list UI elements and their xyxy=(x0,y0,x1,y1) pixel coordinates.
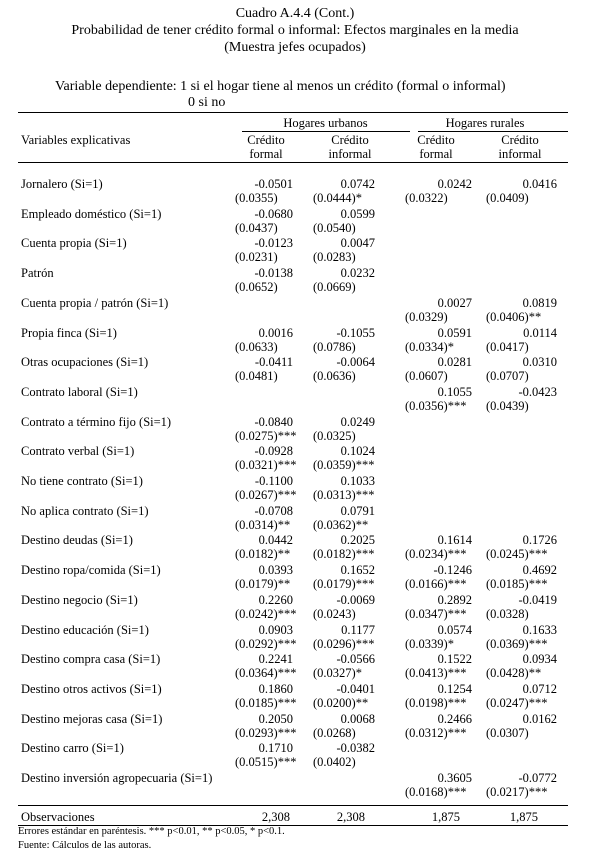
std-error-cell: (0.0437) xyxy=(235,221,278,235)
std-error-cell: (0.0409) xyxy=(486,191,529,205)
std-error-cell: (0.0231) xyxy=(235,250,278,264)
coefficient-cell: 0.0591 xyxy=(437,326,472,340)
coefficient-cell: 0.0934 xyxy=(522,652,557,666)
variable-label: Destino negocio (Si=1) xyxy=(21,593,138,607)
coefficient-cell: 0.1033 xyxy=(340,474,375,488)
std-error-cell: (0.0362)** xyxy=(313,518,369,532)
std-error-cell: (0.0217)*** xyxy=(486,785,548,799)
coefficient-cell: 0.0791 xyxy=(340,504,375,518)
urban-group-rule xyxy=(242,131,410,132)
coefficient-cell: -0.0566 xyxy=(336,652,375,666)
coefficient-cell: 0.1726 xyxy=(522,533,557,547)
observations-value: 2,308 xyxy=(261,810,290,824)
std-error-cell: (0.0540) xyxy=(313,221,356,235)
coefficient-cell: -0.0123 xyxy=(254,236,293,250)
std-error-cell: (0.0312)*** xyxy=(405,726,467,740)
coefficient-cell: -0.0501 xyxy=(254,177,293,191)
std-error-cell: (0.0296)*** xyxy=(313,637,375,651)
variables-header: Variables explicativas xyxy=(21,133,131,147)
std-error-cell: (0.0182)*** xyxy=(313,547,375,561)
std-error-cell: (0.0359)*** xyxy=(313,458,375,472)
std-error-cell: (0.0428)** xyxy=(486,666,542,680)
rural-group-header: Hogares rurales xyxy=(445,116,525,130)
coefficient-cell: -0.0138 xyxy=(254,266,293,280)
coefficient-cell: -0.0069 xyxy=(336,593,375,607)
variable-label: Cuenta propia / patrón (Si=1) xyxy=(21,296,169,310)
variable-label: Destino compra casa (Si=1) xyxy=(21,652,161,666)
std-error-cell: (0.0633) xyxy=(235,340,278,354)
std-error-cell: (0.0417) xyxy=(486,340,529,354)
variable-label: Otras ocupaciones (Si=1) xyxy=(21,355,149,369)
std-error-cell: (0.0267)*** xyxy=(235,488,297,502)
urban-group-header: Hogares urbanos xyxy=(283,116,368,130)
variable-label: Destino inversión agropecuaria (Si=1) xyxy=(21,771,213,785)
std-error-cell: (0.0313)*** xyxy=(313,488,375,502)
coefficient-cell: 0.0442 xyxy=(258,533,293,547)
observations-rule xyxy=(18,805,568,806)
std-error-cell: (0.0339)* xyxy=(405,637,454,651)
std-error-cell: (0.0242)*** xyxy=(235,607,297,621)
coefficient-cell: 0.1860 xyxy=(258,682,293,696)
variable-label: No aplica contrato (Si=1) xyxy=(21,504,149,518)
std-error-cell: (0.0515)*** xyxy=(235,755,297,769)
coefficient-cell: -0.0772 xyxy=(518,771,557,785)
variable-label: Destino otros activos (Si=1) xyxy=(21,682,162,696)
coefficient-cell: 0.0242 xyxy=(437,177,472,191)
coefficient-cell: -0.0401 xyxy=(336,682,375,696)
column-header-line1: Crédito xyxy=(331,133,369,147)
std-error-cell: (0.0245)*** xyxy=(486,547,548,561)
table-notes: Errores estándar en paréntesis. *** p<0.01, ** p<0.05, * p<0.1. xyxy=(18,826,285,837)
variable-label: Destino mejoras casa (Si=1) xyxy=(21,712,163,726)
coefficient-cell: 0.0310 xyxy=(522,355,557,369)
table-source: Fuente: Cálculos de las autoras. xyxy=(18,840,152,851)
std-error-cell: (0.0307) xyxy=(486,726,529,740)
coefficient-cell: 0.0281 xyxy=(437,355,472,369)
variable-label: Destino deudas (Si=1) xyxy=(21,533,133,547)
std-error-cell: (0.0200)** xyxy=(313,696,369,710)
std-error-cell: (0.0347)*** xyxy=(405,607,467,621)
coefficient-cell: 0.0903 xyxy=(258,623,293,637)
coefficient-cell: -0.0928 xyxy=(254,444,293,458)
std-error-cell: (0.0283) xyxy=(313,250,356,264)
std-error-cell: (0.0669) xyxy=(313,280,356,294)
observations-label: Observaciones xyxy=(21,810,95,824)
dependent-variable-zero: 0 si no xyxy=(188,95,226,110)
std-error-cell: (0.0444)* xyxy=(313,191,362,205)
coefficient-cell: 0.0114 xyxy=(523,326,557,340)
std-error-cell: (0.0185)*** xyxy=(486,577,548,591)
coefficient-cell: 0.1254 xyxy=(437,682,472,696)
coefficient-cell: 0.0016 xyxy=(258,326,293,340)
std-error-cell: (0.0168)*** xyxy=(405,785,467,799)
variable-label: No tiene contrato (Si=1) xyxy=(21,474,143,488)
std-error-cell: (0.0356)*** xyxy=(405,399,467,413)
table-subtitle: Probabilidad de tener crédito formal o informal: Efectos marginales en la media xyxy=(71,23,519,38)
coefficient-cell: 0.0574 xyxy=(437,623,472,637)
coefficient-cell: -0.0382 xyxy=(336,741,375,755)
column-header-line1: Crédito xyxy=(417,133,455,147)
coefficient-cell: 0.0047 xyxy=(340,236,375,250)
coefficient-cell: 0.3605 xyxy=(437,771,472,785)
std-error-cell: (0.0636) xyxy=(313,369,356,383)
table-sample: (Muestra jefes ocupados) xyxy=(224,40,366,55)
std-error-cell: (0.0413)*** xyxy=(405,666,467,680)
variable-label: Contrato laboral (Si=1) xyxy=(21,385,138,399)
variable-label: Contrato a término fijo (Si=1) xyxy=(21,415,172,429)
variable-label: Propia finca (Si=1) xyxy=(21,326,117,340)
coefficient-cell: 0.1633 xyxy=(522,623,557,637)
coefficient-cell: 0.0742 xyxy=(340,177,375,191)
top-rule xyxy=(18,112,568,113)
variable-label: Destino ropa/comida (Si=1) xyxy=(21,563,161,577)
std-error-cell: (0.0327)* xyxy=(313,666,362,680)
std-error-cell: (0.0369)*** xyxy=(486,637,548,651)
variable-label: Jornalero (Si=1) xyxy=(21,177,103,191)
coefficient-cell: -0.0840 xyxy=(254,415,293,429)
std-error-cell: (0.0182)** xyxy=(235,547,291,561)
std-error-cell: (0.0334)* xyxy=(405,340,454,354)
coefficient-cell: 0.4692 xyxy=(522,563,557,577)
variable-label: Destino carro (Si=1) xyxy=(21,741,124,755)
coefficient-cell: 0.1177 xyxy=(341,623,375,637)
std-error-cell: (0.0364)*** xyxy=(235,666,297,680)
std-error-cell: (0.0293)*** xyxy=(235,726,297,740)
std-error-cell: (0.0247)*** xyxy=(486,696,548,710)
std-error-cell: (0.0166)*** xyxy=(405,577,467,591)
coefficient-cell: 0.0027 xyxy=(437,296,472,310)
std-error-cell: (0.0179)** xyxy=(235,577,291,591)
variable-label: Patrón xyxy=(21,266,54,280)
coefficient-cell: -0.0419 xyxy=(518,593,557,607)
observations-value: 2,308 xyxy=(336,810,365,824)
coefficient-cell: 0.2892 xyxy=(437,593,472,607)
std-error-cell: (0.0314)** xyxy=(235,518,291,532)
std-error-cell: (0.0321)*** xyxy=(235,458,297,472)
std-error-cell: (0.0439) xyxy=(486,399,529,413)
std-error-cell: (0.0234)*** xyxy=(405,547,467,561)
std-error-cell: (0.0406)** xyxy=(486,310,542,324)
std-error-cell: (0.0322) xyxy=(405,191,448,205)
coefficient-cell: -0.0708 xyxy=(254,504,293,518)
variable-label: Empleado doméstico (Si=1) xyxy=(21,207,162,221)
coefficient-cell: 0.0249 xyxy=(340,415,375,429)
coefficient-cell: 0.0232 xyxy=(340,266,375,280)
coefficient-cell: 0.1024 xyxy=(340,444,375,458)
column-header-line2: informal xyxy=(328,147,372,161)
coefficient-cell: 0.2050 xyxy=(258,712,293,726)
coefficient-cell: 0.2260 xyxy=(258,593,293,607)
coefficient-cell: -0.0423 xyxy=(518,385,557,399)
std-error-cell: (0.0185)*** xyxy=(235,696,297,710)
std-error-cell: (0.0275)*** xyxy=(235,429,297,443)
coefficient-cell: 0.1652 xyxy=(340,563,375,577)
coefficient-cell: 0.0712 xyxy=(522,682,557,696)
coefficient-cell: 0.0393 xyxy=(258,563,293,577)
std-error-cell: (0.0325) xyxy=(313,429,356,443)
coefficient-cell: -0.1055 xyxy=(336,326,375,340)
coefficient-cell: -0.0064 xyxy=(336,355,375,369)
std-error-cell: (0.0786) xyxy=(313,340,356,354)
column-header-line1: Crédito xyxy=(501,133,539,147)
coefficient-cell: 0.1710 xyxy=(258,741,293,755)
std-error-cell: (0.0243) xyxy=(313,607,356,621)
dependent-variable: Variable dependiente: 1 si el hogar tiene al menos un crédito (formal o informal) xyxy=(55,79,506,94)
std-error-cell: (0.0402) xyxy=(313,755,356,769)
std-error-cell: (0.0292)*** xyxy=(235,637,297,651)
coefficient-cell: 0.1614 xyxy=(437,533,472,547)
coefficient-cell: 0.0819 xyxy=(522,296,557,310)
std-error-cell: (0.0268) xyxy=(313,726,356,740)
coefficient-cell: 0.1522 xyxy=(437,652,472,666)
coefficient-cell: -0.1246 xyxy=(433,563,472,577)
coefficient-cell: 0.2466 xyxy=(437,712,472,726)
coefficient-cell: 0.2241 xyxy=(258,652,293,666)
std-error-cell: (0.0652) xyxy=(235,280,278,294)
column-header-line1: Crédito xyxy=(247,133,285,147)
std-error-cell: (0.0329) xyxy=(405,310,448,324)
variable-label: Destino educación (Si=1) xyxy=(21,623,149,637)
column-header-line2: formal xyxy=(249,147,283,161)
coefficient-cell: 0.0162 xyxy=(522,712,557,726)
coefficient-cell: -0.0680 xyxy=(254,207,293,221)
coefficient-cell: 0.1055 xyxy=(437,385,472,399)
std-error-cell: (0.0607) xyxy=(405,369,448,383)
std-error-cell: (0.0355) xyxy=(235,191,278,205)
coefficient-cell: -0.1100 xyxy=(254,474,293,488)
rural-group-rule xyxy=(418,131,568,132)
observations-value: 1,875 xyxy=(509,810,538,824)
coefficient-cell: 0.2025 xyxy=(340,533,375,547)
std-error-cell: (0.0328) xyxy=(486,607,529,621)
header-rule xyxy=(18,162,568,163)
observations-value: 1,875 xyxy=(431,810,460,824)
variable-label: Contrato verbal (Si=1) xyxy=(21,444,135,458)
coefficient-cell: 0.0068 xyxy=(340,712,375,726)
std-error-cell: (0.0707) xyxy=(486,369,529,383)
variable-label: Cuenta propia (Si=1) xyxy=(21,236,127,250)
std-error-cell: (0.0198)*** xyxy=(405,696,467,710)
coefficient-cell: 0.0416 xyxy=(522,177,557,191)
std-error-cell: (0.0179)*** xyxy=(313,577,375,591)
coefficient-cell: 0.0599 xyxy=(340,207,375,221)
column-header-line2: formal xyxy=(419,147,453,161)
coefficient-cell: -0.0411 xyxy=(254,355,293,369)
std-error-cell: (0.0481) xyxy=(235,369,278,383)
column-header-line2: informal xyxy=(498,147,542,161)
table-title: Cuadro A.4.4 (Cont.) xyxy=(235,6,355,21)
